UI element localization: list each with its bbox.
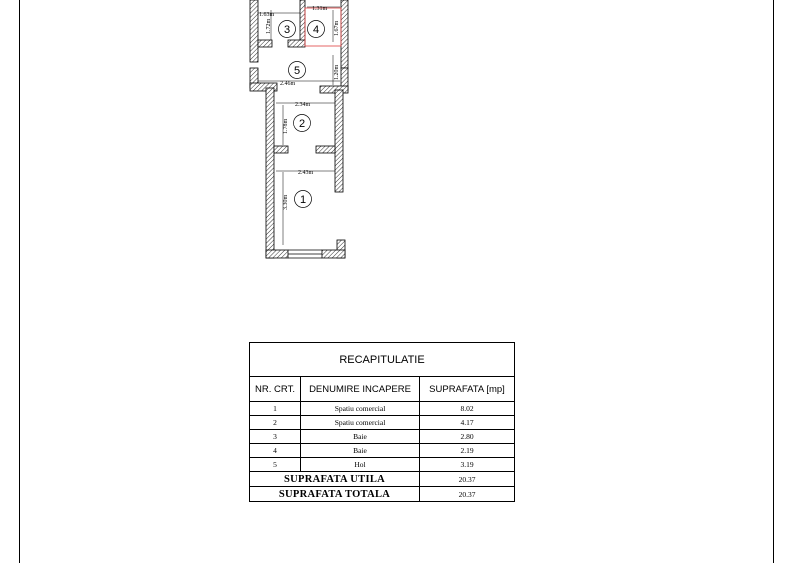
table-row xyxy=(250,444,515,458)
summary-table xyxy=(249,342,515,502)
table-row xyxy=(250,458,515,472)
row-area: 4.17 xyxy=(420,416,515,430)
room-number-2: 2 xyxy=(298,118,306,130)
table-row xyxy=(250,416,515,430)
wall-bottom-right xyxy=(322,250,345,258)
total-useful-label: SUPRAFATA UTILA xyxy=(250,472,420,487)
row-nr: 3 xyxy=(250,430,301,444)
row-name: Baie xyxy=(301,430,420,444)
wall-partition-3-4 xyxy=(300,0,305,42)
dim-label: 1.78m xyxy=(283,118,289,134)
total-value: 20.37 xyxy=(420,487,515,502)
total-label: SUPRAFATA TOTALA xyxy=(250,487,420,502)
dim-label: 1.20m xyxy=(334,64,340,80)
dim-label: 2.46m xyxy=(280,81,296,87)
row-name: Spatiu comercial xyxy=(301,402,420,416)
row-area: 2.19 xyxy=(420,444,515,458)
wall-bottom-left xyxy=(266,250,288,258)
wall-lower-right xyxy=(335,90,343,192)
row-nr: 4 xyxy=(250,444,301,458)
column-header-room-name: DENUMIRE INCAPERE xyxy=(301,377,420,402)
dim-label: 1.31m xyxy=(312,6,328,12)
window-bottom xyxy=(288,250,322,258)
row-nr: 1 xyxy=(250,402,301,416)
row-nr: 5 xyxy=(250,458,301,472)
wall-bath3-lower-2 xyxy=(288,40,305,47)
row-area: 3.19 xyxy=(420,458,515,472)
row-name: Hol xyxy=(301,458,420,472)
room-number-1: 1 xyxy=(299,194,307,206)
total-row xyxy=(250,487,515,502)
table-title: RECAPITULATIE xyxy=(250,343,515,377)
dim-label: 2.43m xyxy=(298,170,314,176)
dim-label: 1.67m xyxy=(334,20,340,36)
dim-label: 1.72m xyxy=(266,18,272,34)
row-name: Baie xyxy=(301,444,420,458)
room-number-4: 4 xyxy=(312,24,320,36)
room-number-5: 5 xyxy=(293,65,301,77)
wall-hall-lower-right xyxy=(320,86,348,93)
row-area: 8.02 xyxy=(420,402,515,416)
wall-partition-2-1-right xyxy=(316,146,335,153)
row-area: 2.80 xyxy=(420,430,515,444)
row-nr: 2 xyxy=(250,416,301,430)
wall-bath3-lower xyxy=(258,40,272,47)
wall-upper-left xyxy=(250,0,258,62)
room-markers xyxy=(279,21,325,208)
table-row xyxy=(250,402,515,416)
total-useful-row xyxy=(250,472,515,487)
wall-upper-right xyxy=(341,0,348,68)
wall-partition-2-1-left xyxy=(274,146,288,153)
dim-label: 3.30m xyxy=(283,194,289,210)
column-header-area: SUPRAFATA [mp] xyxy=(420,377,515,402)
room-number-3: 3 xyxy=(283,24,291,36)
row-name: Spatiu comercial xyxy=(301,416,420,430)
dim-label: 1.63m xyxy=(259,12,275,18)
total-useful-value: 20.37 xyxy=(420,472,515,487)
table-row xyxy=(250,430,515,444)
dim-label: 2.34m xyxy=(295,102,311,108)
column-header-nr: NR. CRT. xyxy=(250,377,301,402)
wall-lower-left xyxy=(266,88,274,258)
